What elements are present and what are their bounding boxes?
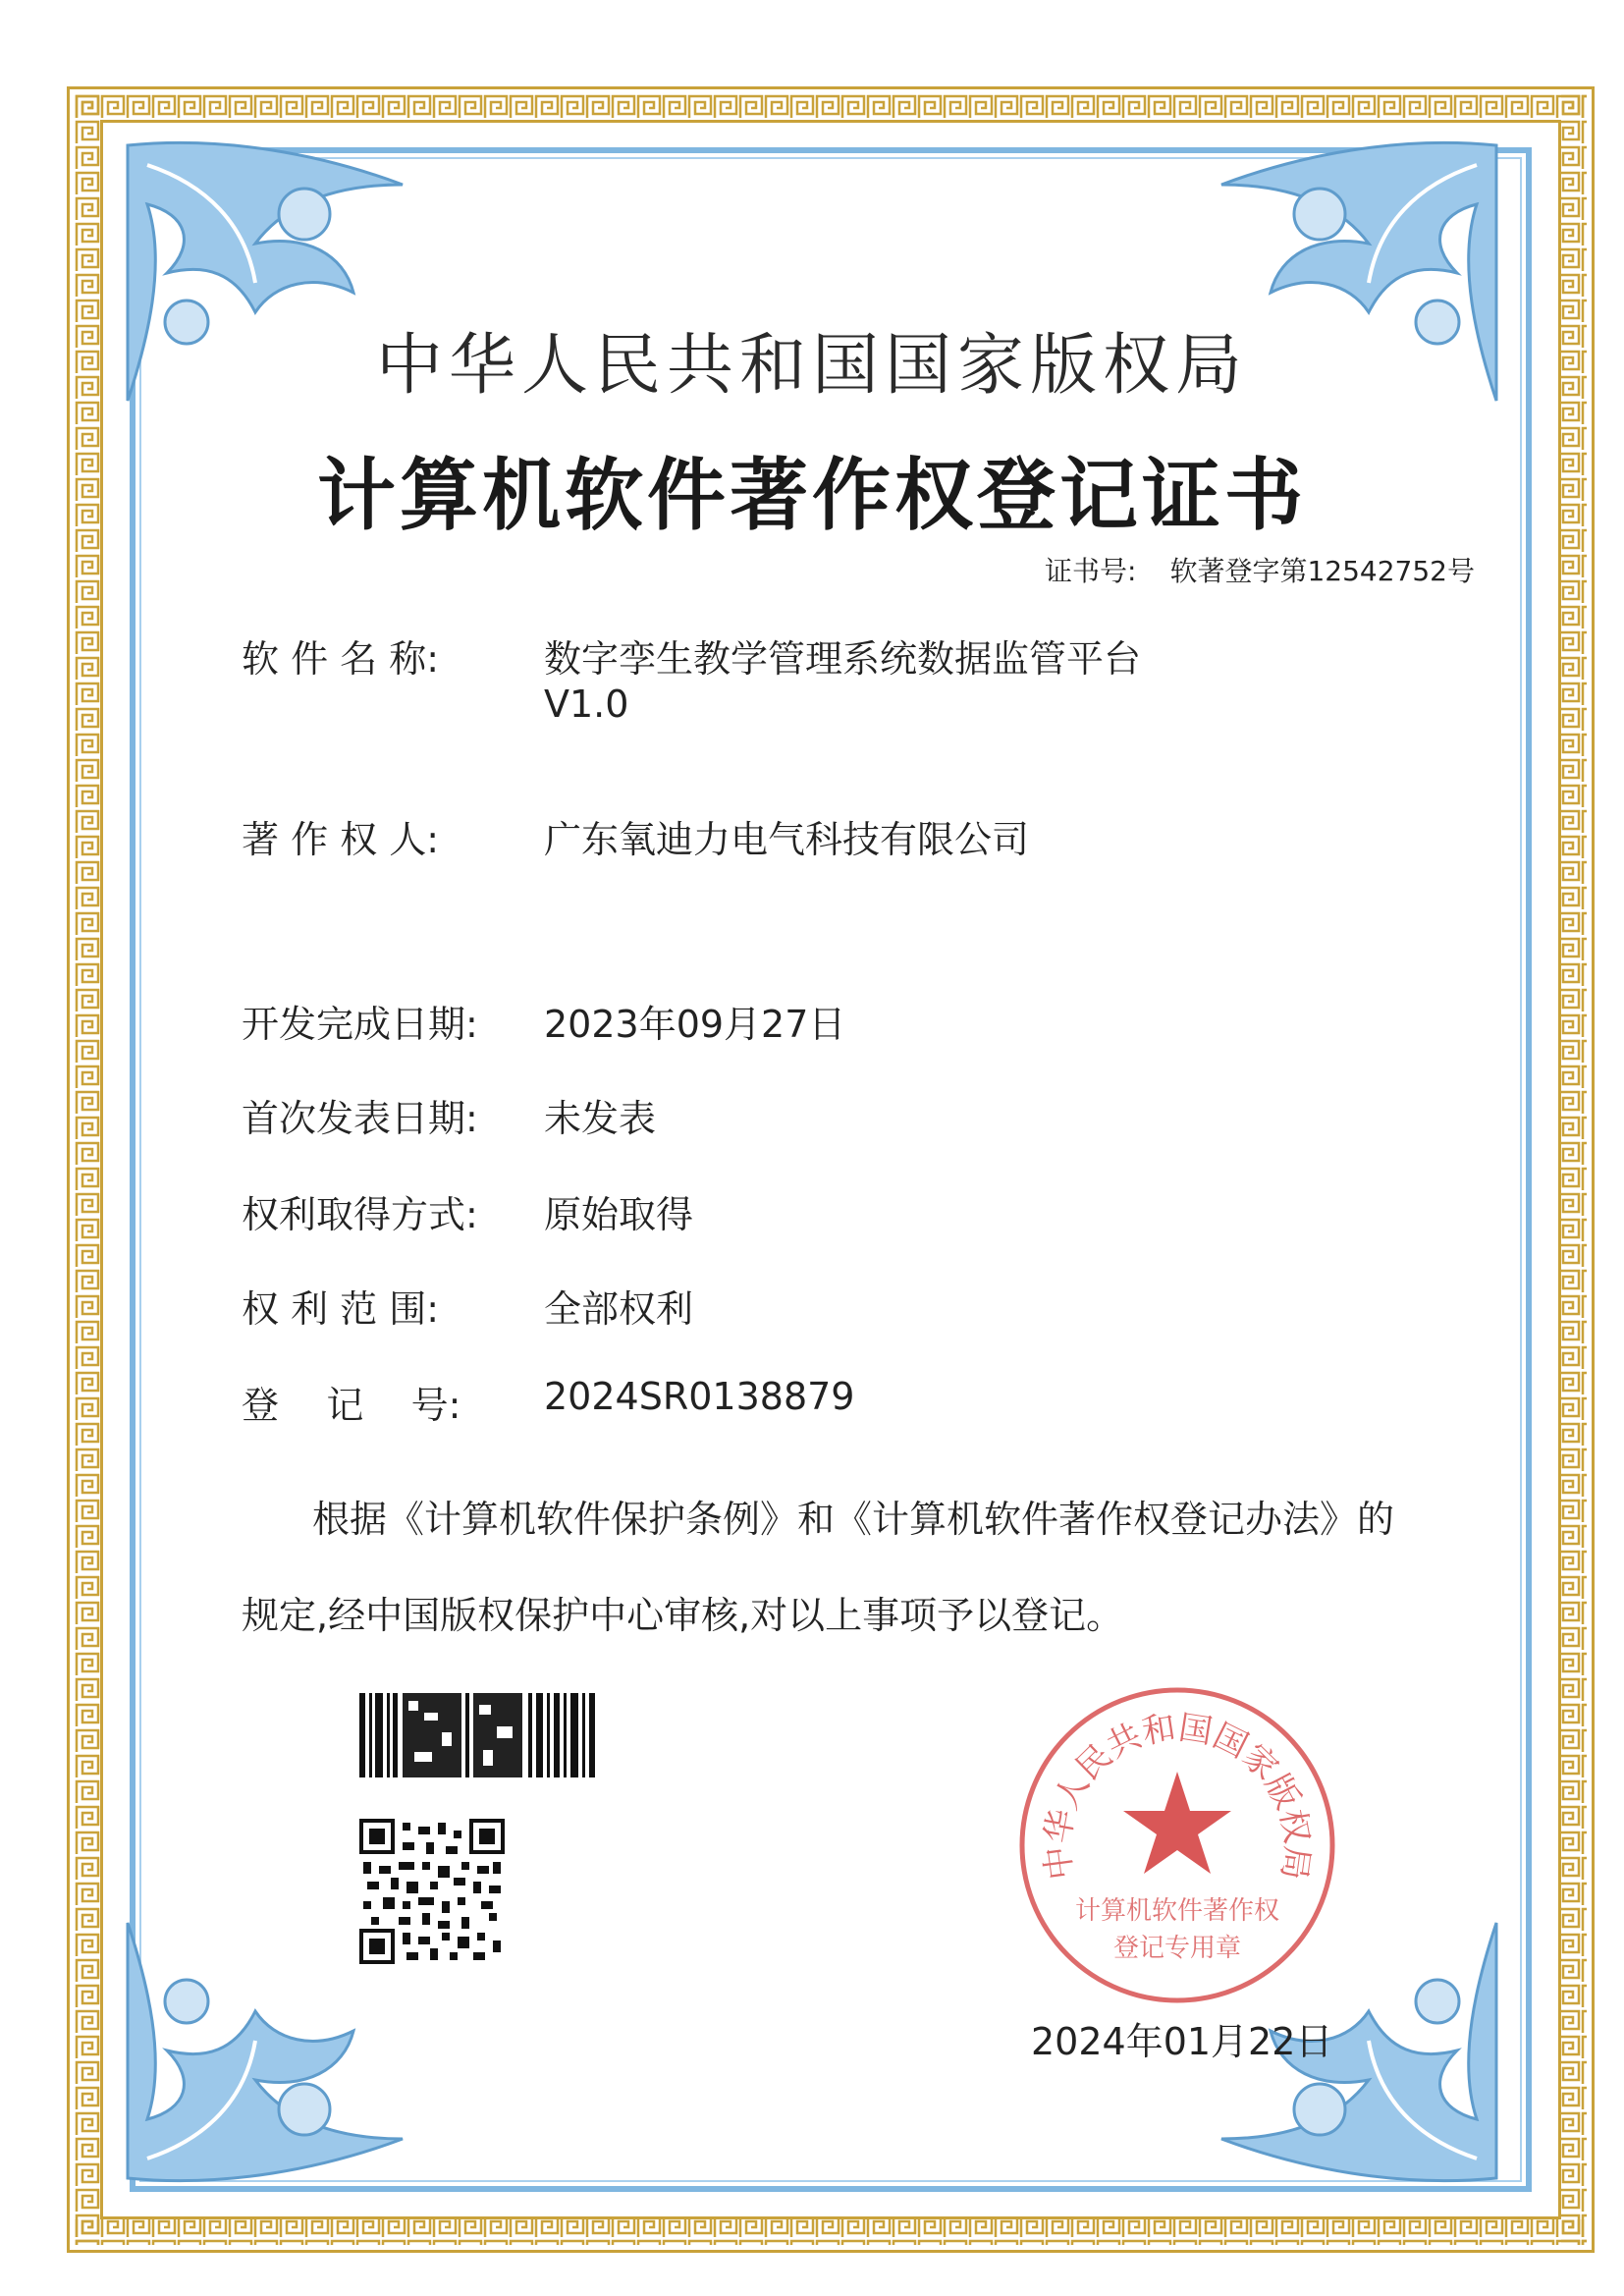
field-completion-date (242, 994, 845, 1048)
field-label: 开发完成日期: (242, 1003, 478, 1046)
field-copyright-owner (242, 809, 1029, 863)
field-label: 首次发表日期: (242, 1097, 478, 1140)
statement-line-1: 根据《计算机软件保护条例》和《计算机软件著作权登记办法》的 (312, 1498, 1395, 1541)
field-value: 2023年09月27日 (544, 1003, 846, 1046)
field-value: 原始取得 (544, 1193, 694, 1236)
seal-inner-text-2: 登记专用章 (1112, 1934, 1242, 1963)
field-value: 全部权利 (544, 1287, 694, 1331)
cert-no-label: 证书号: (1045, 555, 1137, 587)
field-label: 权利取得方式: (242, 1193, 478, 1236)
field-value: 未发表 (544, 1097, 657, 1140)
field-first-publication (242, 1088, 656, 1142)
qr-code-icon (359, 1819, 505, 1964)
software-name-line2: V1.0 (544, 683, 629, 726)
seal-outer-text: 中华人民共和国国家版权局 (1037, 1708, 1318, 1883)
star-icon (1123, 1772, 1231, 1874)
field-value: 广东氧迪力电气科技有限公司 (544, 818, 1030, 861)
field-rights-acquisition (242, 1184, 693, 1238)
seal-inner-text-1: 计算机软件著作权 (1074, 1896, 1280, 1926)
software-name-line1: 数字孪生教学管理系统数据监管平台 (544, 637, 1142, 681)
field-software-name (242, 629, 1141, 726)
authority-title: 中华人民共和国国家版权局 (375, 327, 1248, 405)
official-seal (1015, 1683, 1339, 2007)
statement-line-2: 规定,经中国版权保护中心审核,对以上事项予以登记。 (242, 1594, 1124, 1637)
certificate-number (1045, 550, 1475, 589)
field-label: 软 件 名 称: (242, 637, 440, 681)
field-label: 登 记 号: (242, 1384, 461, 1427)
field-label: 权 利 范 围: (242, 1287, 440, 1331)
field-value (544, 629, 1141, 726)
field-registration-number (242, 1375, 854, 1429)
barcode-icon (359, 1693, 595, 1777)
field-label: 著 作 权 人: (242, 818, 440, 861)
field-value: 2024SR0138879 (544, 1375, 855, 1418)
field-rights-scope (242, 1279, 693, 1333)
cert-no-value: 软著登字第12542752号 (1169, 555, 1475, 587)
certificate-title: 计算机软件著作权登记证书 (317, 450, 1307, 541)
issue-date: 2024年01月22日 (1031, 2020, 1333, 2063)
